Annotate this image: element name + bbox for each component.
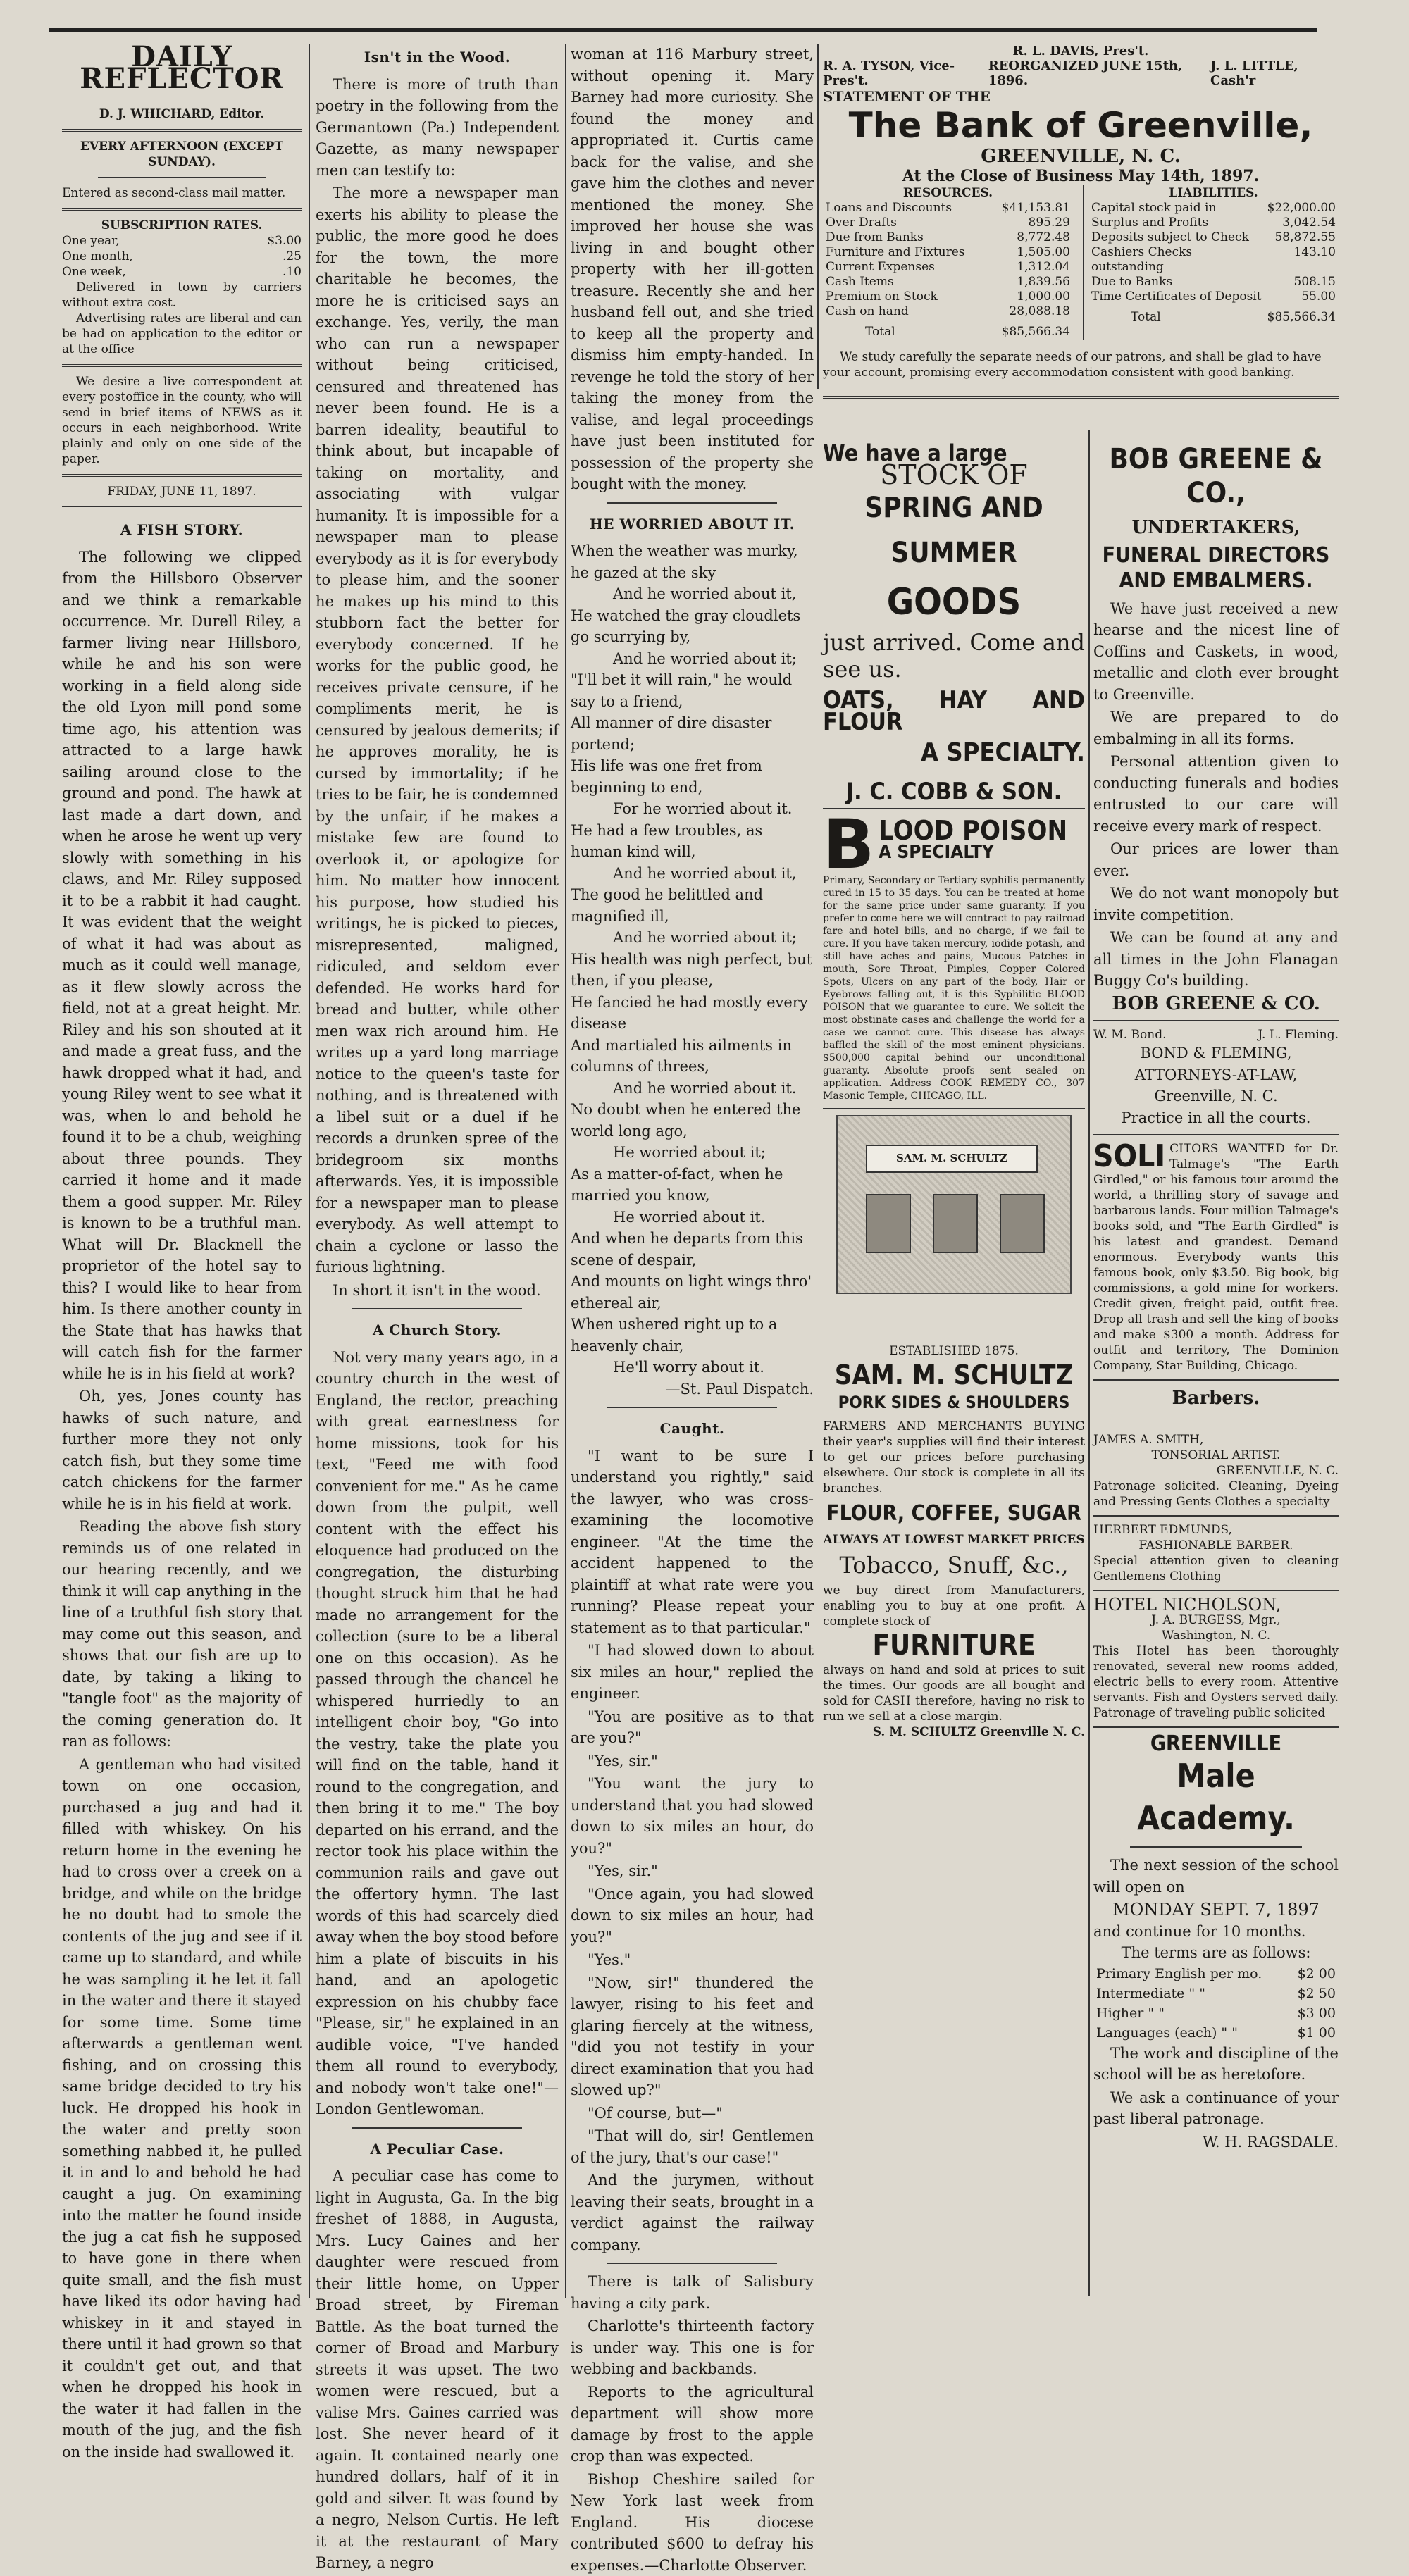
statement-label: STATEMENT OF THE [823,88,1339,105]
bank-name: The Bank of Greenville, [823,105,1339,146]
liability-row: Time Certificates of Deposit 55.00 [1088,290,1339,304]
paragraph: Reading the above fish story reminds us of one related in our hearing recently, and we think it will cap anything in the line of a truthful fish story that may come out this season, and shows that our fish are up to date, by taking a liking to "tangle foot" as the majority of the coming generation do. It ran as follows: [62,1516,302,1753]
bank-place: GREENVILLE, N. C. [823,146,1339,167]
established: ESTABLISHED 1875. [823,1343,1085,1359]
paragraph: "Yes, sir." [571,1860,814,1882]
liabilities-title: LIABILITIES. [1088,185,1339,201]
resource-row: Cash Items 1,839.56 [823,275,1073,290]
buy-text: we buy direct from Manufacturers, enabling you to buy at one profit. A complete stock of [823,1583,1085,1629]
smith-text: Patronage solicited. Cleaning, Dyeing and Pressing Gents Clothes a specialty [1093,1479,1339,1510]
pork-line: PORK SIDES & SHOULDERS [823,1392,1085,1414]
paragraph: A peculiar case has come to light in Augusta, Ga. In the big freshet of 1888, in Augusta, Mrs. Lucy Gaines and her daughter were rescued from their little home, on Upper Broad street, by Fireman Battle. As the boat turned the corner of Broad and Marbury streets it was upset. The two women were rescued, but a valise Mrs. Gaines carried was lost. She never heard of it again. It contained nearly one hundred dollars, half of it in gold and silver. It was found by a negro, Nelson Curtis. He left it at the restaurant of Mary Barney, a negro [316,2165,559,2574]
schultz-signature: S. M. SCHULTZ Greenville N. C. [823,1724,1085,1740]
liability-row: Total $85,566.34 [1088,304,1339,325]
tobacco-line: Tobacco, Snuff, &c., [823,1555,1085,1576]
poem-line: And when he departs from this scene of despair, [571,1228,814,1271]
cobb-specialty: A SPECIALTY. [823,742,1085,764]
paragraph: "I had slowed down to about six miles an hour," replied the engineer. [571,1640,814,1705]
blood-poison-initial: B [823,815,874,874]
poem-line: And he worried about it. [571,1078,814,1100]
farmers-text: FARMERS AND MERCHANTS BUYING their year's supplies will find their interest to get our prices before purchasing elsewhere. Our stock is complete in all its branches. [823,1419,1085,1496]
cobb-season: SPRING AND SUMMER [823,485,1085,575]
masthead: DAILY REFLECTOR [62,46,302,89]
resource-row: Total $85,566.34 [823,319,1073,340]
paragraph: "Now, sir!" thundered the lawyer, rising to his feet and glaring fiercely at the witness, "did you not testify in your direct examination that you had slowed up?" [571,1972,814,2101]
column-2 [316,44,559,2340]
paragraph: There is more of truth than poetry in the following from the Germantown (Pa.) Independent Gazette, as many newspaper men can testify to: [316,74,559,182]
paragraph: "Of course, but—" [571,2103,814,2124]
rate-row: Primary English per mo. $2 00 [1093,1964,1339,1984]
poem-line: For he worried about it. [571,798,814,820]
paragraph: "Yes." [571,1949,814,1971]
poem-line: All manner of dire disaster portend; [571,712,814,755]
solicitors-text: CITORS WANTED for Dr. Talmage's "The Earth Girdled," or his famous tour around the world, a thrilling story of savage and barbarous lands. Four million Talmage's books sold, and "The Earth Girdled" is his latest and grandest. Demand enormous. Everybody wants this famous book, only $3.50. Big book, big commissions, a gold mine for workers. Credit given, freight paid, outfit free. Drop all trash and sell the king of books and make $300 a month. Address for outfit and territory, The Dominion Company, Star Building, Chicago. [1093,1142,1339,1373]
bank-statement [823,44,1339,406]
liability-row: Cashiers Checks outstanding 143.10 [1088,245,1339,275]
news-item: There is talk of Salisbury having a city park. [571,2271,814,2314]
cobb-ad [823,437,1085,809]
hotel-ad [1093,1591,1339,1728]
edmunds-name: HERBERT EDMUNDS, [1093,1522,1339,1538]
subscription-title: SUBSCRIPTION RATES. [62,218,302,233]
academy-signature: W. H. RAGSDALE. [1093,2132,1339,2153]
entered-notice: Entered as second-class mail matter. [62,185,302,201]
poem-line: He had a few troubles, as human kind will, [571,820,814,863]
rate-row: Higher " " $3 00 [1093,2003,1339,2023]
news-item: Bishop Cheshire sailed for New York last week from England. His diocese contributed $600 to defray his expenses.—Charlotte Observer. [571,2469,814,2576]
academy-town: GREENVILLE [1093,1734,1339,1755]
academy-name: Male Academy. [1093,1755,1339,1839]
smith-ad [1093,1426,1339,1517]
bank-close-date: At the Close of Business May 14th, 1897. [823,167,1339,185]
bond-name-right: J. L. Fleming. [1258,1027,1339,1043]
peculiar-continued: woman at 116 Marbury street, without opening it. Mary Barney had more curiosity. She found the money and appropriated it. Curtis came back for the valise, and she gave him the clothes and never mentioned the money. She improved her house she was living in and bought other property with her ill-gotten treasure. Recently she and her husband fell out, and she tried to keep all the property and dismiss him empty-handed. In revenge he told the story of her taking the money from the valise, and legal proceedings have just been instituted for possession of the property she bought with the money. [571,44,814,495]
resource-row: Due from Banks 8,772.48 [823,230,1073,245]
column-4 [823,437,1085,2339]
paragraph: A gentleman who had visited town on one occasion, purchased a jug and had it filled with whiskey. On his return home in the evening he had to cross over a creek on a bridge, and while on the bridge he no doubt had to smole the contents of the jug and see if it came up to standard, and while he was sampling it he let it fall in the water and there it stayed for some time. Some time afterwards a gentleman went fishing, and on crossing this same bridge decided to try his luck. He dropped his hook in the water and pretty soon something nabbed it, he pulled it in and lo and behold he had caught a jug. On examining into the matter he found inside the jug a cat fish he supposed to have gone in there when quite small, and the fish must have liked its odor having had whiskey in it and stayed in there until it had grown so that it couldn't get out, and that when he dropped his hook in the water it had fallen in the mouth of the jug, and the fish on the inside had swallowed it. [62,1754,302,2463]
liability-row: Surplus and Profits 3,042.54 [1088,216,1339,230]
bond-name-left: W. M. Bond. [1093,1027,1167,1043]
greene-text-1: We have just received a new hearse and the nicest line of Coffins and Caskets, in wood, metallic and cloth ever brought to Greenville. [1093,598,1339,706]
poem-line: And martialed his ailments in columns of threes, [571,1035,814,1078]
poem-line: When the weather was murky, he gazed at the sky [571,540,814,583]
church-title: A Church Story. [316,1319,559,1341]
subscription-term: One month, [62,249,133,264]
poem-line: The good he belittled and magnified ill, [571,884,814,927]
bond-place: Greenville, N. C. [1093,1085,1339,1107]
poem-line: And he worried about it; [571,648,814,670]
advertising-notice: Advertising rates are liberal and can be had on application to the editor or at the office [62,311,302,357]
column-rule [1088,430,1090,2296]
storefront-illustration [836,1115,1072,1294]
column-rule [817,44,819,389]
rate-row: Languages (each) " " $1 00 [1093,2023,1339,2043]
hotel-text: This Hotel has been thoroughly renovated, several new rooms added, electric bells to every room. Attentive servants. Fish and Oysters served daily. Patronage of traveling public solicited [1093,1643,1339,1721]
greene-signature: BOB GREENE & CO. [1093,993,1339,1015]
cobb-arrived: just arrived. Come and see us. [823,629,1085,683]
news-item: Charlotte's thirteenth factory is under way. This one is for webbing and backbands. [571,2315,814,2380]
smith-role: TONSORIAL ARTIST. [1093,1448,1339,1463]
academy-text: The next session of the school will open on [1093,1855,1339,1898]
academy-ad [1093,1734,1339,2153]
subscription-row [62,233,302,249]
column-rule [565,44,566,2298]
subscription-price: .10 [283,264,302,280]
paragraph: "That will do, sir! Gentlemen of the jury, that's our case!" [571,2125,814,2168]
lowest-prices: ALWAYS AT LOWEST MARKET PRICES [823,1532,1085,1548]
solicitors-ad [1093,1135,1339,1381]
hotel-name: HOTEL NICHOLSON, [1093,1597,1339,1612]
blood-poison-subtitle: A SPECIALTY [823,846,1085,859]
column-5 [1093,437,1339,2339]
greene-ad [1093,437,1339,1021]
poem-line: When ushered right up to a heavenly chair, [571,1314,814,1357]
furniture-line: FURNITURE [823,1635,1085,1657]
poem-line: "I'll bet it will rain," he would say to a friend, [571,669,814,712]
column-rule [309,44,310,2298]
cobb-oats: OATS, HAY AND FLOUR [823,690,1085,733]
paragraph: "You are positive as to that are you?" [571,1706,814,1749]
blood-poison-text: Primary, Secondary or Tertiary syphilis permanently cured in 15 to 35 days. You can be treated at home for the same price under same guaranty. If you prefer to come here we will contract to pay railroad fare and hotel bills, and no charge, if we fail to cure. If you have taken mercury, iodide potash, and still have aches and pains, Mucous Patches in mouth, Sore Throat, Pimples, Copper Colored Spots, Ulcers on any part of the body, Hair or Eyebrows falling out, it is this Syphilitic BLOOD POISON that we guarantee to cure. We solicit the most obstinate cases and challenge the world for a case we cannot cure. This disease has always baffled the skill of the most eminent physicians. $500,000 capital behind our unconditional guaranty. Absolute proofs sent sealed on application. Address COOK REMEDY CO., 307 Masonic Temple, CHICAGO, ILL. [823,874,1085,1102]
paragraph: In short it isn't in the wood. [316,1280,559,1302]
issue-date: FRIDAY, JUNE 11, 1897. [62,484,302,499]
greene-title: BOB GREENE & CO., [1093,442,1339,510]
subscription-term: One year, [62,233,120,249]
subscription-price: $3.00 [267,233,302,249]
poem-line: He'll worry about it. [571,1357,814,1379]
academy-months: and continue for 10 months. [1093,1921,1339,1943]
greene-undertakers: UNDERTAKERS, [1093,517,1339,539]
poem-title: HE WORRIED ABOUT IT. [571,514,814,535]
liability-row: Due to Banks 508.15 [1088,275,1339,290]
wood-title: Isn't in the Wood. [316,46,559,68]
poem-line: He fancied he had mostly every disease [571,992,814,1035]
greene-text-6: We can be found at any and all times in the John Flanagan Buggy Co's building. [1093,927,1339,992]
bank-president: R. L. DAVIS, Pres't. [1013,44,1149,58]
hotel-manager: J. A. BURGESS, Mgr., [1093,1612,1339,1628]
flour-line: FLOUR, COFFEE, SUGAR [823,1503,1085,1525]
liability-row: Deposits subject to Check 58,872.55 [1088,230,1339,245]
fish-story-body [62,547,302,2463]
correspondent-notice: We desire a live correspondent at every postoffice in the county, who will send in brief items of NEWS as it occurs in each neighborhood. Write plainly and only on one side of the paper. [62,374,302,467]
greene-text-3: Personal attention given to conducting funerals and bodies entrusted to our care will receive every mark of respect. [1093,751,1339,837]
church-body [316,1347,559,2120]
bond-courts: Practice in all the courts. [1093,1107,1339,1129]
academy-terms: The terms are as follows: [1093,1942,1339,1964]
resources-table [823,201,1073,340]
academy-rates [1093,1964,1339,2043]
academy-ask: We ask a continuance of your past liberal patronage. [1093,2087,1339,2130]
bank-vice-president: R. A. TYSON, Vice-Pres't. [823,58,988,88]
bank-note: We study carefully the separate needs of our patrons, and shall be glad to have your account, promising every accommodation consistent with good banking. [823,349,1339,380]
cobb-stock: STOCK OF [823,464,1085,486]
fish-story-title: A FISH STORY. [62,519,302,541]
resources-title: RESOURCES. [823,185,1073,201]
paragraph: "Once again, you had slowed down to six miles an hour, had you?" [571,1884,814,1948]
poem-line: As a matter-of-fact, when he married you know, [571,1164,814,1207]
poem-line: No doubt when he entered the world long ago, [571,1099,814,1142]
always-text: always on hand and sold at prices to suit the times. Our goods are all bought and sold for CASH therefore, having no risk to run we sell at a close margin. [823,1662,1085,1724]
blood-poison-title: LOOD POISON [823,815,1085,846]
subscription-term: One week, [62,264,126,280]
poem-line: His health was nigh perfect, but then, if you please, [571,949,814,992]
peculiar-body [316,2165,559,2574]
cobb-goods: GOODS [823,575,1085,629]
subscription-rates [62,233,302,280]
poem-credit: —St. Paul Dispatch. [571,1379,814,1400]
resource-row: Loans and Discounts $41,153.81 [823,201,1073,216]
bank-reorganized: REORGANIZED JUNE 15th, 1896. [988,58,1210,88]
bank-cashier: J. L. LITTLE, Cash'r [1210,58,1339,88]
resource-row: Over Drafts 895.29 [823,216,1073,230]
paragraph: And the jurymen, without leaving their seats, brought in a verdict against the railway company. [571,2170,814,2255]
smith-name: JAMES A. SMITH, [1093,1432,1339,1448]
solicitors-initial: SOLI [1093,1141,1165,1172]
editor-line: D. J. WHICHARD, Editor. [62,106,302,122]
bond-role: ATTORNEYS-AT-LAW, [1093,1064,1339,1086]
caught-body [571,1445,814,2256]
poem-line: He worried about it. [571,1207,814,1228]
resource-row: Furniture and Fixtures 1,505.00 [823,245,1073,260]
peculiar-title: A Peculiar Case. [316,2139,559,2160]
subscription-row [62,249,302,264]
bond-fleming-ad [1093,1021,1339,1135]
schultz-name: SAM. M. SCHULTZ [823,1364,1085,1386]
edmunds-text: Special attention given to cleaning Gentlemens Clothing [1093,1553,1339,1584]
rate-row: Intermediate " " $2 50 [1093,1984,1339,2003]
store-sign: SAM. M. SCHULTZ [866,1145,1038,1173]
news-item: Reports to the agricultural department will show more damage by frost to the apple crop than was expected. [571,2382,814,2468]
paragraph: "You want the jury to understand that you had slowed down to six miles an hour, do you?" [571,1773,814,1859]
barbers-title: Barbers. [1093,1388,1339,1410]
paragraph: Oh, yes, Jones county has hawks of such nature, and further more they not only catch fish, but they some time catch chickens for the farmer while he is in his field at work. [62,1386,302,1514]
subscription-row [62,264,302,280]
paragraph: "Yes, sir." [571,1750,814,1772]
blood-poison-ad [823,809,1085,1109]
schedule: EVERY AFTERNOON (EXCEPT SUNDAY). [62,139,302,170]
greene-text-5: We do not want monopoly but invite competition. [1093,883,1339,926]
resource-row: Current Expenses 1,312.04 [823,260,1073,275]
smith-place: GREENVILLE, N. C. [1093,1463,1339,1479]
academy-date: MONDAY SEPT. 7, 1897 [1093,1899,1339,1921]
paragraph: The more a newspaper man exerts his ability to please the public, the more good he does for the town, the more charitable he becomes, the more he is criticised says an exchange. Yes, verily, the man who can run a newspaper without being criticised, censured and threatened has never been found. He is a barren ideality, beautiful to think about, but incapable of taking on mortality, and associating with vulgar humanity. It is impossible for a newspaper man to please everybody as it is for everybody to please him, and the sooner he makes up his mind to this stubborn fact the better for everybody concerned. If he works for the public good, he receives private censure, if he compliments merit, he is censured by jealous demerits; if he approves morality, he is cursed by immortality; if he tries to be fair, he is condemned by the unfair, if he makes a mistake few are found to overlook it, or apologize for him. No matter how innocent his purpose, how studied his writings, he is picked to pieces, misrepresented, maligned, ridiculed, and seldom ever defended. He works hard for bread and butter, while other men wax rich around him. He writes up a yard long marriage notice to the queen's taste for nothing, and is threatened with a libel suit or a duel if he records a drunken spree of the bridegroom six months afterwards. Yes, it is impossible for a newspaper man to please everybody. As well attempt to chain a cyclone or lasso the furious lightning. [316,182,559,1278]
paragraph: Not very many years ago, in a country church in the west of England, the rector, preaching with great earnestness for home missions, took for his text, "Feed me with food convenient for me." As he came down from the pulpit, well content with the effect his eloquence had produced on the congregation, the disturbing thought struck him that he had made no arrangement for the collection (sure to be a liberal one on this occasion). As he passed through the chancel he whispered hurriedly to an intelligent choir boy, "Go into the vestry, take the plate you will find on the table, hand it round to the congregation, and then bring it to me." The boy departed on his errand, and the rector took his place within the communion rails and gave out the offertory hymn. The last words of this had scarcely died away when the boy stood before him a plate of biscuits in his hand, and an apologetic expression on his chubby face "Please, sir," he explained in an audible voice, "I've handed them all round to everybody, and nobody won't take one!"—London Gentlewoman. [316,1347,559,2120]
poem-body [571,540,814,1379]
top-rule [49,28,1317,32]
delivered-notice: Delivered in town by carriers without extra cost. [62,280,302,311]
schultz-ad [823,1115,1085,1740]
poem-line: And mounts on light wings thro' ethereal air, [571,1271,814,1314]
column-3 [571,44,814,2340]
resource-row: Cash on hand 28,088.18 [823,304,1073,319]
bond-firm: BOND & FLEMING, [1093,1043,1339,1064]
subscription-price: .25 [283,249,302,264]
greene-text-2: We are prepared to do embalming in all its forms. [1093,707,1339,749]
poem-line: He watched the gray cloudlets go scurrying by, [571,605,814,648]
poem-line: And he worried about it, [571,863,814,885]
paragraph: The following we clipped from the Hillsboro Observer and we think a remarkable occurrence. Mr. Durell Riley, a farmer living near Hillsboro, while he and his son were working in a field along side the old Lyon mill pond some time ago, his attention was attracted to a large hawk sailing around close to the ground and pond. The hawk at last made a dart down, and when he arose he went up very slowly with something in his claws, and Mr. Riley supposed it to be a rabbit it had caught. It was evident that the weight of what it had was about as much as it could well manage, as it flew slowly across the field, not at a great height. Mr. Riley and his son shouted at it and made a great fuss, and the hawk dropped what it had, and young Riley went to see what it was, when lo and behold he found it to be a chub, weighing about three pounds. They carried it home and it made them a good supper. Mr. Riley is known to be a truthful man. What will Dr. Blacknell the proprietor of the hotel say to this? I would like to hear from him. Is there another county in the State that has hawks that will catch fish for the farmer while he is in his field at work? [62,547,302,1385]
edmunds-ad [1093,1517,1339,1591]
academy-discipline: The work and discipline of the school will be as heretofore. [1093,2043,1339,2086]
poem-line: And he worried about it; [571,927,814,949]
poem-line: His life was one fret from beginning to end, [571,755,814,798]
column-1 [62,44,302,2340]
caught-title: Caught. [571,1418,814,1440]
paragraph: "I want to be sure I understand you rightly," said the lawyer, who was cross-examining the locomotive engineer. "At the time the accident happened to the plaintiff at what rate were you running? Please repeat your statement as to that particular." [571,1445,814,1639]
hotel-place: Washington, N. C. [1093,1628,1339,1643]
greene-directors: FUNERAL DIRECTORS AND EMBALMERS. [1093,543,1339,594]
liability-row: Capital stock paid in $22,000.00 [1088,201,1339,216]
edmunds-role: FASHIONABLE BARBER. [1093,1538,1339,1553]
news-items [571,2271,814,2576]
resource-row: Premium on Stock 1,000.00 [823,290,1073,304]
liabilities-table [1088,201,1339,325]
wood-body [316,74,559,1302]
greene-text-4: Our prices are lower than ever. [1093,838,1339,881]
poem-line: He worried about it; [571,1142,814,1164]
cobb-name: J. C. COBB & SON. [823,781,1085,803]
cobb-intro: We have a large [823,442,1085,464]
poem-line: And he worried about it, [571,583,814,605]
